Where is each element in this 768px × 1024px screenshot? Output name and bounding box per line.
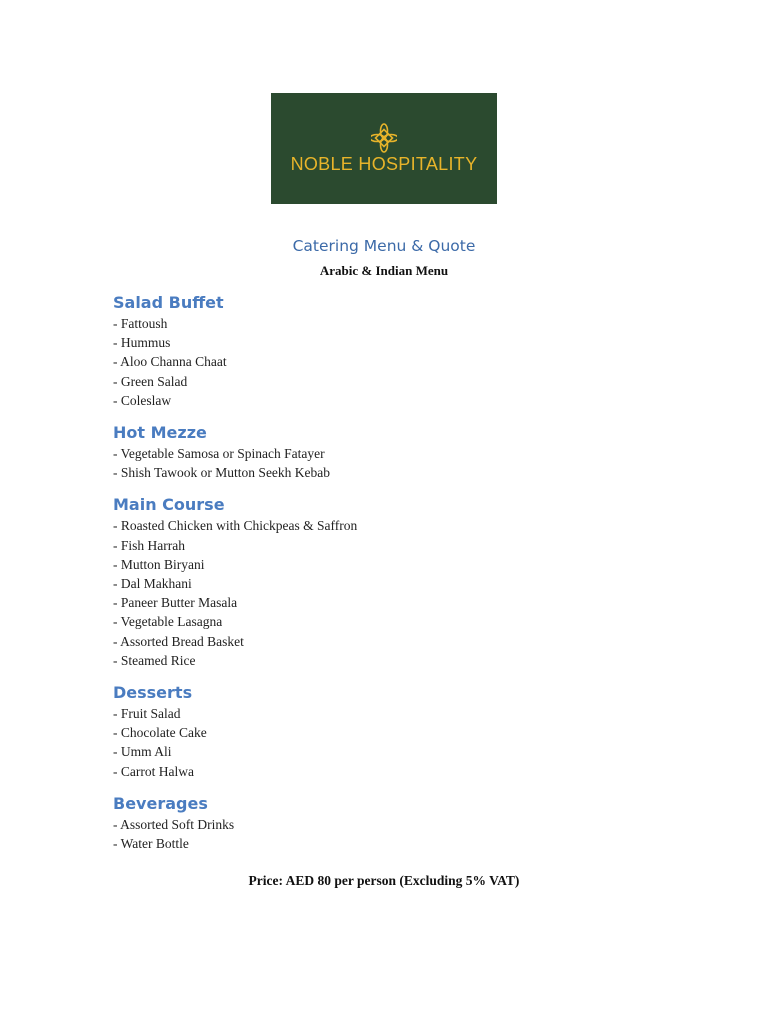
menu-item: - Chocolate Cake <box>113 725 207 741</box>
page-subtitle: Arabic & Indian Menu <box>319 263 449 278</box>
menu-item: - Shish Tawook or Mutton Seekh Kebab <box>113 465 331 481</box>
menu-item: - Green Salad <box>113 373 188 389</box>
section-heading: Salad Buffet <box>113 293 224 312</box>
section-heading: Hot Mezze <box>113 423 207 443</box>
menu-item: - Assorted Soft Drinks <box>113 816 235 832</box>
price-line: Price: AED 80 per person (Excluding 5% VAT) <box>248 873 520 888</box>
company-logo <box>271 93 497 204</box>
menu-item: - Roasted Chicken with Chickpeas & Saffron <box>113 518 358 534</box>
menu-item: - Carrot Halwa <box>113 763 194 779</box>
menu-section <box>113 682 713 781</box>
menu-item: - Water Bottle <box>113 836 189 852</box>
menu-item: - Hummus <box>113 335 171 351</box>
page-title: Catering Menu & Quote <box>292 237 476 255</box>
menu-item: - Fruit Salad <box>113 706 181 722</box>
section-heading: Main Course <box>113 495 225 515</box>
menu-item: - Mutton Biryani <box>113 556 205 572</box>
menu-item: - Steamed Rice <box>113 652 196 668</box>
menu-item: - Aloo Channa Chaat <box>113 354 227 370</box>
menu-item: - Fish Harrah <box>113 537 185 553</box>
menu-item: - Assorted Bread Basket <box>113 633 244 649</box>
section-heading: Beverages <box>113 793 208 813</box>
menu-section <box>113 494 713 670</box>
menu-section <box>113 422 713 482</box>
menu-content <box>113 280 713 853</box>
flower-emblem-icon <box>371 123 397 153</box>
menu-item: - Vegetable Samosa or Spinach Fatayer <box>113 446 325 462</box>
section-heading: Desserts <box>113 683 193 703</box>
logo-text: NOBLE HOSPITALITY <box>290 154 478 174</box>
menu-item: - Fattoush <box>113 316 168 331</box>
menu-item: - Vegetable Lasagna <box>113 614 223 630</box>
menu-item: - Dal Makhani <box>113 576 192 592</box>
menu-section <box>113 793 713 853</box>
menu-item: - Coleslaw <box>113 392 172 408</box>
menu-item: - Umm Ali <box>113 744 172 760</box>
menu-section <box>113 292 713 410</box>
menu-item: - Paneer Butter Masala <box>113 595 238 611</box>
